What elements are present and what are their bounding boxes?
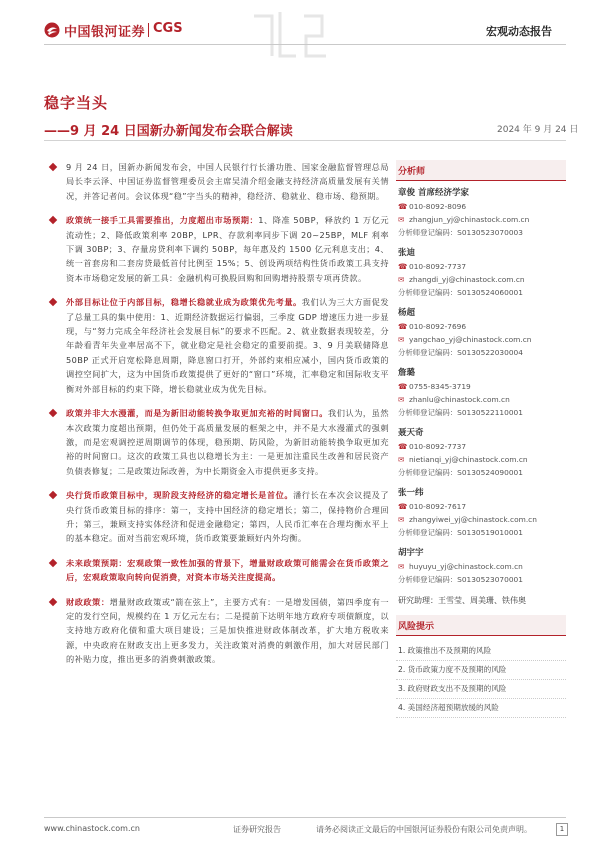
analyst-name: 张迪 (398, 248, 416, 258)
analyst-phone: 010-8092-7737 (409, 262, 467, 271)
phone-icon: ☎ (398, 202, 408, 211)
paragraph-text: 1、降准 50BP，释放约 1 万亿元流动性；2、降低政策利率 20BP，LPR、存款利率同步下调 20~25BP，MLF 利率下调 30BP；3、存量房贷利率下调约 50BP，每年惠及约 1500 亿元利息支出；4、统一首套房和二套房贷最低首付比例至 15%；5、创设两项结构性货币政策工具支持资本市场稳定发展的新工具：金融机构可换股回购和回购增持股票专项再贷款。 (66, 215, 389, 283)
analyst-phone-line (398, 380, 566, 393)
analyst-email[interactable]: yangchao_yj@chinastock.com.cn (409, 335, 532, 344)
analyst-cert: 分析师登记编码：S0130522110001 (398, 408, 523, 417)
report-date: 2024 年 9 月 24 日 (497, 125, 579, 135)
analyst-card (396, 487, 566, 539)
risk-list (396, 642, 566, 718)
phone-icon: ☎ (398, 322, 408, 331)
analyst-card (396, 247, 566, 299)
analyst-card (396, 547, 566, 586)
bullet-diamond-icon (49, 559, 57, 567)
paragraph-lead: 央行货币政策目标中，现阶段支持经济的稳定增长是首位。 (66, 490, 294, 501)
brand-divider (148, 23, 149, 37)
paragraph-text: 9 月 24 日，国新办新闻发布会，中国人民银行行长潘功胜、国家金融监督管理总局局长李云泽、中国证券监督管理委员会主席吴清介绍金融支持经济高质量发展有关情况，并答记者问。会议体现“稳”字当头的精神，稳经济、稳就业、稳市场、稳预期。 (66, 162, 389, 201)
analyst-email[interactable]: zhangjun_yj@chinastock.com.cn (409, 215, 530, 224)
email-icon: ✉ (398, 455, 405, 464)
analyst-phone: 010-8092-7737 (409, 442, 467, 451)
analyst-email[interactable]: zhanlu@chinastock.com.cn (409, 395, 510, 404)
analyst-cert: 分析师登记编码：S0130522030004 (398, 348, 523, 357)
email-icon: ✉ (398, 335, 405, 344)
email-icon: ✉ (398, 515, 405, 524)
body-paragraph (44, 213, 389, 285)
risk-item: 2. 货币政策力度不及预期的风险 (396, 661, 566, 680)
paragraph-lead: 政策统一接手工具需要推出，力度超出市场预期： (66, 215, 259, 226)
analyst-email-line (398, 393, 566, 406)
analyst-email-line (398, 513, 566, 526)
analyst-email[interactable]: zhangdi_yj@chinastock.com.cn (409, 275, 525, 284)
bullet-diamond-icon (49, 597, 57, 605)
paragraph-text: 增量财政政策或“箭在弦上”，主要方式有：一是增发国债，第四季度有一定的发行空间，规模约在 1 万亿元左右；二是提前下达明年地方政府专项债额度，以支持地方政府化债和重大项目建设；三是加快推进财政体制改革，扩大地方税收来源，中央政府在财政支出上更多发力，关注政策对消费的刺激作用，加大对居民部门的补贴力度，推出更多的消费刺激政策。 (66, 596, 389, 665)
bullet-diamond-icon (49, 409, 57, 417)
analyst-card (396, 307, 566, 359)
analyst-phone-line (398, 260, 566, 273)
analyst-cert-line (398, 346, 566, 359)
analyst-email-line (398, 273, 566, 286)
page-number: 1 (556, 823, 568, 836)
analyst-email-line (398, 560, 566, 573)
bullet-diamond-icon (49, 298, 57, 306)
title-divider (44, 140, 566, 141)
analyst-cert: 分析师登记编码：S0130524090001 (398, 468, 523, 477)
research-assistants: 研究助理：王雪莹、周美珊、铁伟奥 (398, 596, 526, 605)
analyst-list (396, 187, 566, 586)
company-logo-icon (44, 22, 60, 38)
body-paragraph (44, 295, 389, 396)
risk-item: 4. 美国经济超预期放缓的风险 (396, 699, 566, 718)
report-type-label: 宏观动态报告 (486, 25, 552, 38)
analyst-email-line (398, 213, 566, 226)
email-icon: ✉ (398, 395, 405, 404)
phone-icon: ☎ (398, 442, 408, 451)
analyst-card (396, 187, 566, 239)
body-paragraph (44, 556, 389, 585)
sidebar (396, 160, 566, 718)
analyst-name: 章俊 首席经济学家 (398, 188, 469, 198)
bullet-diamond-icon (49, 216, 57, 224)
footer-website-link[interactable]: www.chinastock.com.cn (44, 824, 140, 833)
watermark-graphic (248, 6, 338, 62)
analyst-phone-line (398, 200, 566, 213)
analyst-email-line (398, 333, 566, 346)
bullet-diamond-icon (49, 163, 57, 171)
analyst-cert: 分析师登记编码：S0130523070001 (398, 575, 523, 584)
analyst-name: 詹璐 (398, 368, 416, 378)
analyst-email[interactable]: huyuyu_yj@chinastock.com.cn (409, 562, 523, 571)
analyst-name: 杨超 (398, 308, 416, 318)
analyst-cert: 分析师登记编码：S0130523070003 (398, 228, 523, 237)
email-icon: ✉ (398, 562, 405, 571)
analyst-phone-line (398, 500, 566, 513)
paragraph-text: 我们认为，虽然本次政策力度超出预期，但仍处于高质量发展的框架之中，并不是大水漫灌式的强刺激，而是宏观调控逆周期调节的体现，稳预期、防风险，为新旧动能转换争取更加充裕的时间窗口。这次的政策工具也以稳增长为主：一是更加注重民生改善和居民资产负债表修复；二是政策边际改善，为中长期资金入市提供更多支持。 (66, 408, 389, 476)
paragraph-text: 潘行长在本次会议提及了央行货币政策目标的排序：第一，支持中国经济的稳定增长；第二，保持物价合理回升；第三，兼顾支持实体经济和促进金融稳定；第四，人民币汇率在合理均衡水平上的基本稳定。面对当前宏观环境，货币政策要兼顾好内外均衡。 (66, 490, 389, 544)
paragraph-lead: 外部目标让位于内部目标，稳增长稳就业成为政策优先考量。 (66, 297, 302, 308)
brand-name-cn: 中国银河证券 (64, 25, 146, 40)
analyst-email[interactable]: zhangyiwei_yj@chinastock.com.cn (409, 515, 537, 524)
analyst-cert-line (398, 466, 566, 479)
footer-disclaimer: 请务必阅读正文最后的中国银河证券股份有限公司免责声明。 (316, 825, 532, 834)
phone-icon: ☎ (398, 502, 408, 511)
analyst-name: 张一纬 (398, 488, 424, 498)
analyst-cert: 分析师登记编码：S0130519010001 (398, 528, 523, 537)
analyst-card (396, 427, 566, 479)
analyst-heading: 分析师 (396, 160, 566, 181)
analyst-phone: 010-8092-7617 (409, 502, 467, 511)
analyst-cert-line (398, 226, 566, 239)
risk-heading: 风险提示 (396, 615, 566, 636)
bullet-diamond-icon (49, 491, 57, 499)
analyst-name: 胡宇宇 (398, 548, 424, 558)
analyst-name: 聂天奇 (398, 428, 424, 438)
body-paragraph (44, 595, 389, 667)
main-body (44, 160, 389, 677)
analyst-phone: 010-8092-7696 (409, 322, 467, 331)
email-icon: ✉ (398, 215, 405, 224)
analyst-cert-line (398, 573, 566, 586)
risk-item: 3. 政府财政支出不及预期的风险 (396, 680, 566, 699)
footer-divider (44, 817, 566, 818)
header-divider (44, 44, 566, 45)
phone-icon: ☎ (398, 262, 408, 271)
analyst-phone-line (398, 440, 566, 453)
analyst-card (396, 367, 566, 419)
analyst-cert-line (398, 406, 566, 419)
body-paragraph (44, 488, 389, 546)
analyst-cert: 分析师登记编码：S0130524060001 (398, 288, 523, 297)
analyst-phone-line (398, 320, 566, 333)
paragraph-lead: 财政政策： (66, 596, 110, 607)
body-paragraph (44, 160, 389, 203)
report-title: 稳字当头 (44, 94, 109, 112)
brand-name-en: CGS (153, 21, 183, 36)
analyst-cert-line (398, 526, 566, 539)
risk-item: 1. 政策推出不及预期的风险 (396, 642, 566, 661)
footer-report-note: 证券研究报告 (233, 825, 281, 834)
analyst-phone: 0755-8345-3719 (409, 382, 471, 391)
analyst-cert-line (398, 286, 566, 299)
analyst-email[interactable]: nietianqi_yj@chinastock.com.cn (409, 455, 528, 464)
analyst-email-line (398, 453, 566, 466)
phone-icon: ☎ (398, 382, 408, 391)
email-icon: ✉ (398, 275, 405, 284)
analyst-phone: 010-8092-8096 (409, 202, 467, 211)
paragraph-text: 我们认为三大方面促发了总量工具的集中使用：1、近期经济数据运行偏弱，三季度 GDP 增速压力进一步显现，与“努力完成全年经济社会发展目标”的要求不匹配。2、就业数据表现较差，分年龄看青年失业率居高不下，就业稳定是社会稳定的重要前提。3、9 月美联储降息 50BP 正式开启宽松降息周期，降息窗口打开，外部约束相应减小，国内货币政策的调控空间扩大，这为中国货币政策提供了更好的“窗口”环境，汇率稳定和国际收支平衡对外部目标的约束下降，增长稳就业成为优先目标。 (66, 297, 389, 394)
paragraph-lead: 政策并非大水漫灌，而是为新旧动能转换争取更加充裕的时间窗口。 (66, 408, 328, 419)
report-subtitle: ——9 月 24 日国新办新闻发布会联合解读 (44, 124, 293, 139)
body-paragraph (44, 406, 389, 478)
paragraph-lead: 未来政策预期：宏观政策一致性加强的背景下，增量财政政策可能需会在货币政策之后，宏观政策取向转向促消费，对资本市场关注度提高。 (66, 557, 389, 583)
